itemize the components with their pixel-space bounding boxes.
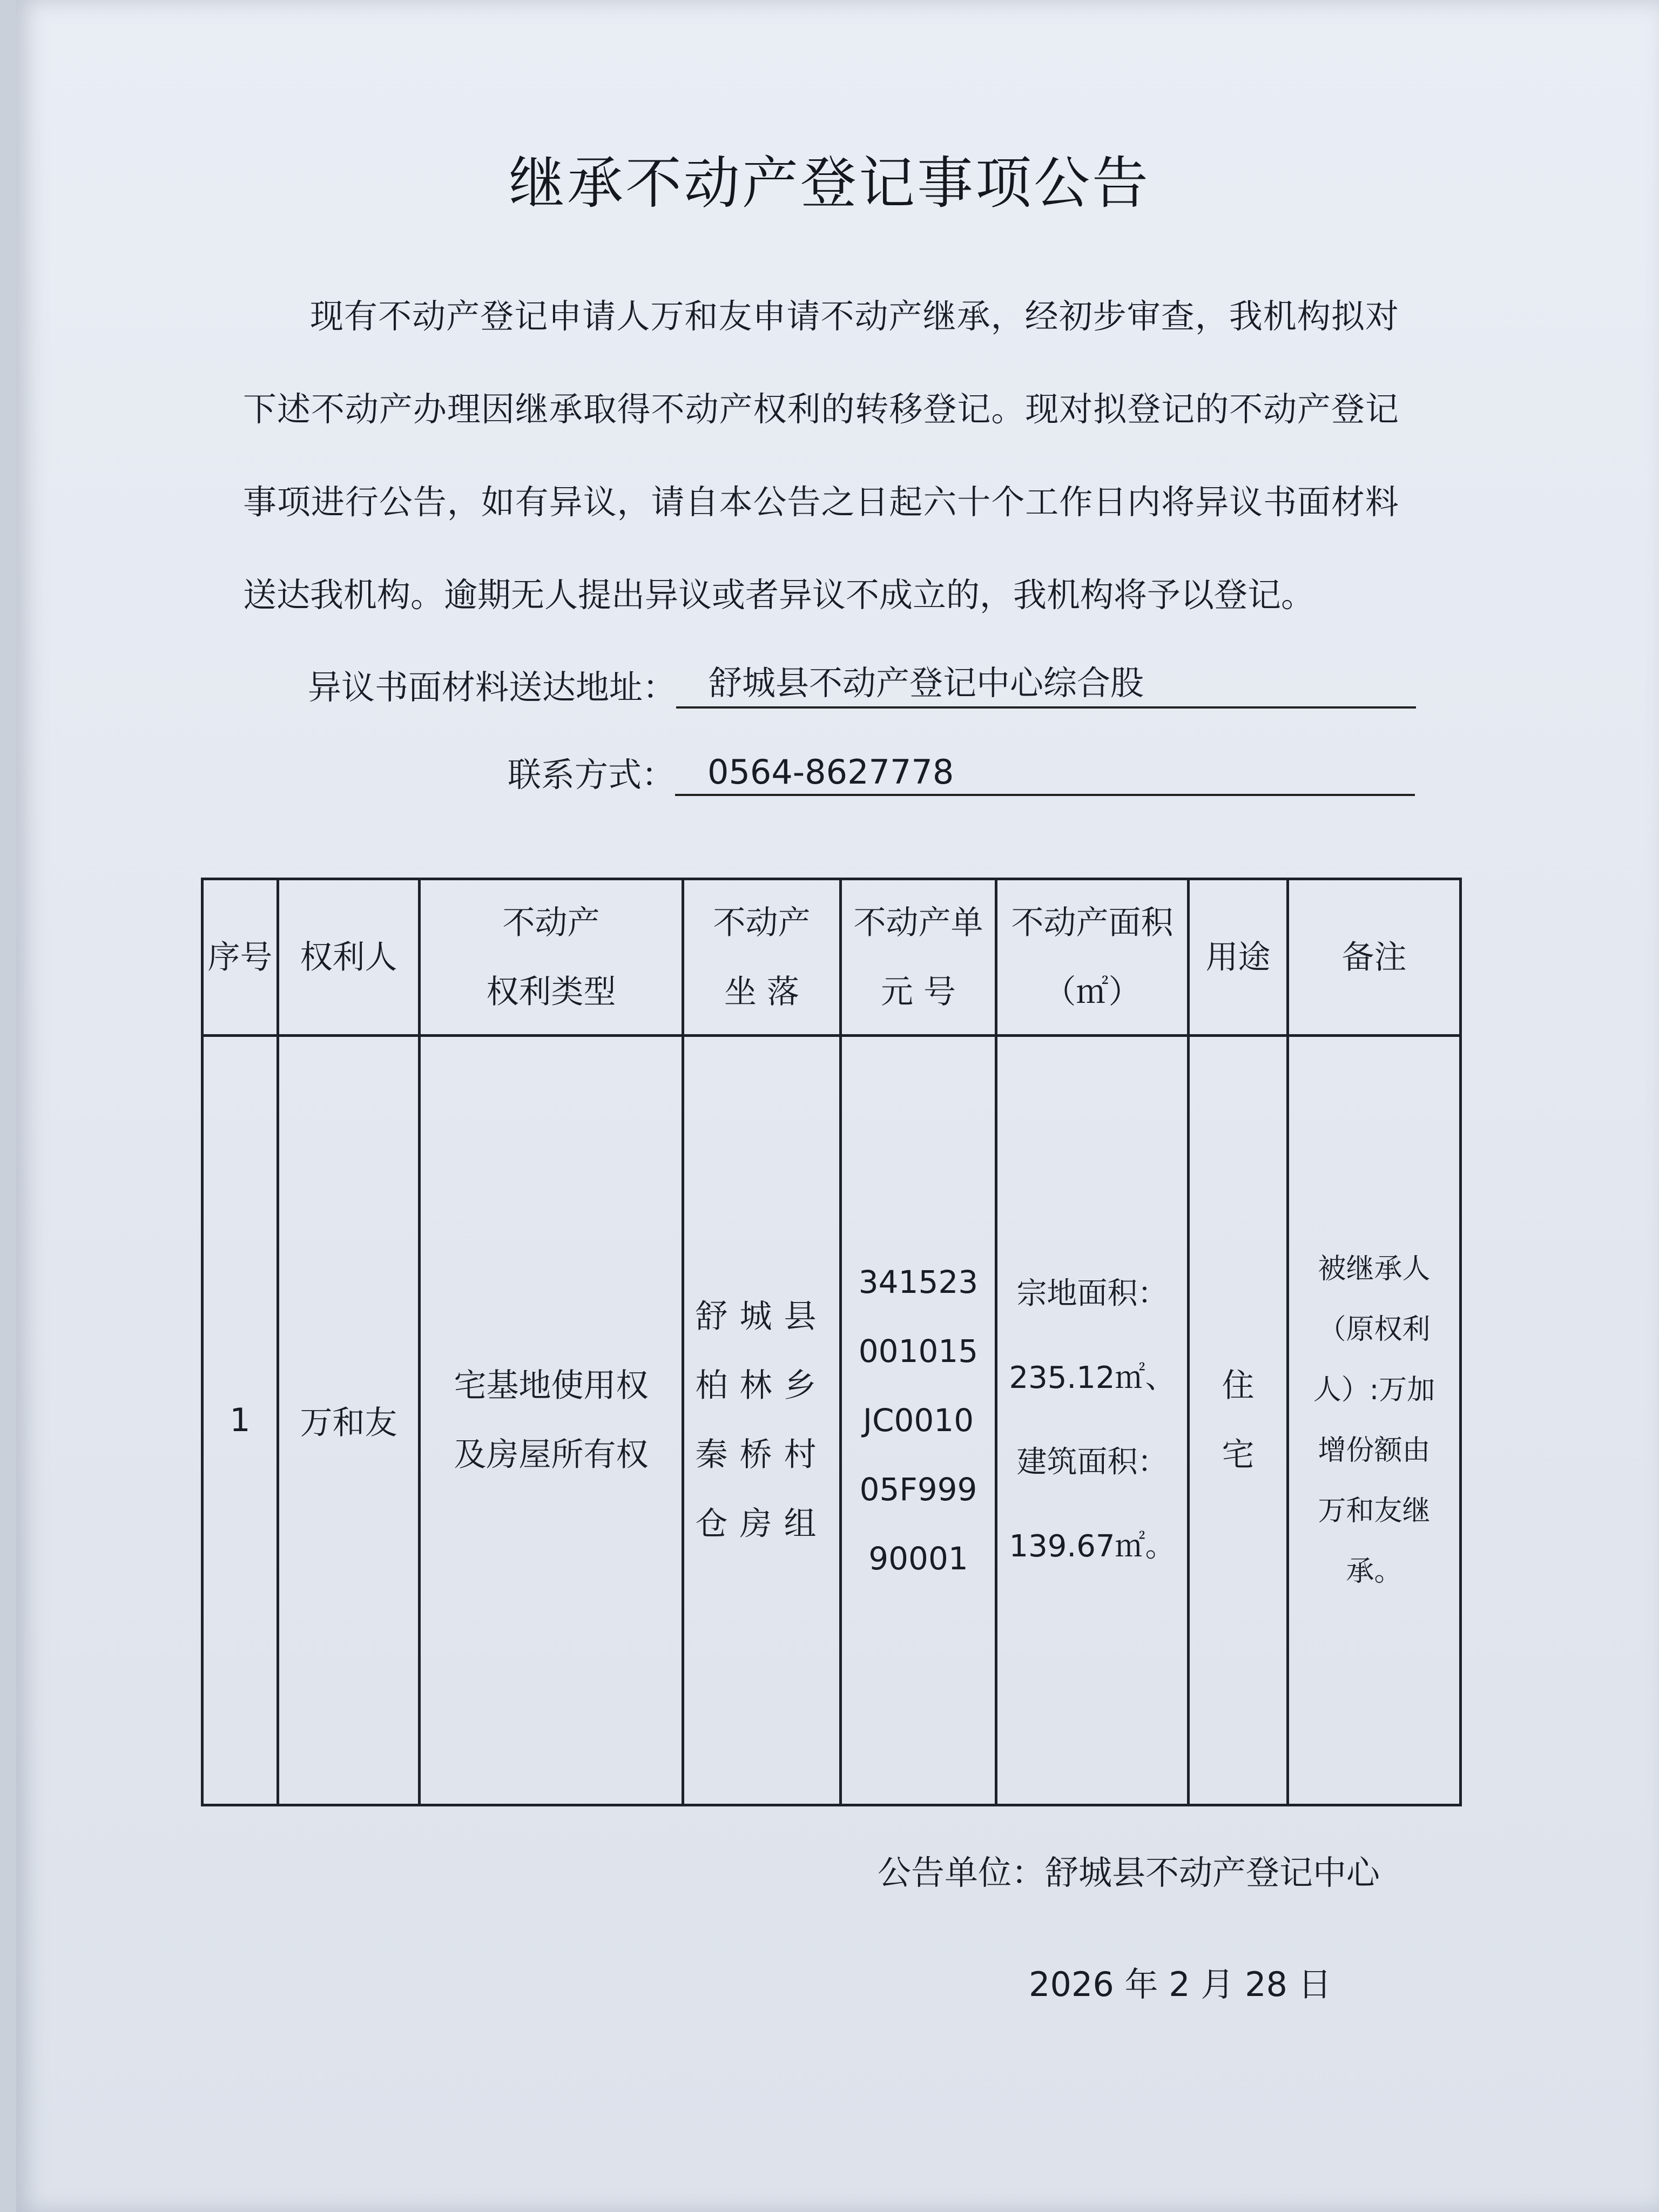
cell-usage-line2: 宅 [1222, 1436, 1255, 1474]
header-seq: 序号 [203, 879, 278, 1036]
cell-area-line1: 宗地面积： [1016, 1276, 1168, 1311]
header-right-type-line2: 权利类型 [486, 973, 616, 1011]
cell-right-type [420, 1036, 683, 1805]
issue-date: 2026 年 2 月 28 日 [1029, 1965, 1332, 2004]
cell-area-line4: 139.67㎡。 [1009, 1529, 1176, 1564]
issuer: 公告单位：舒城县不动产登记中心 [878, 1853, 1380, 1892]
cell-area-line2: 235.12㎡、 [1009, 1360, 1176, 1395]
header-remarks: 备注 [1288, 879, 1461, 1036]
property-table [201, 878, 1462, 1806]
header-area-line1: 不动产面积 [1011, 903, 1174, 942]
contact-label: 联系方式： [508, 755, 676, 794]
cell-usage [1189, 1036, 1288, 1805]
cell-right-type-line1: 宅基地使用权 [454, 1367, 649, 1405]
cell-holder: 万和友 [278, 1036, 420, 1805]
header-unit-no-line1: 不动产单 [853, 903, 983, 942]
notice-body: 现有不动产登记申请人万和友申请不动产继承，经初步审查，我机构拟对下述不动产办理因继承取得不动产权利的转移登记。现对拟登记的不动产登记事项进行公告，如有异议，请自本公告之日起六十个工作日内将异议书面材料送达我机构。逾期无人提出异议或者异议不成立的，我机构将予以登记。 [243, 296, 1399, 615]
contact-value: 0564-8627778 [675, 752, 1415, 796]
cell-area-line3: 建筑面积： [1016, 1445, 1168, 1480]
cell-remarks-line3: 人）:万加 [1313, 1374, 1435, 1406]
header-area [996, 879, 1189, 1036]
header-unit-no-line2: 元 号 [880, 973, 956, 1011]
table-row [203, 1036, 1461, 1805]
cell-location [683, 1036, 841, 1805]
cell-remarks-line6: 承。 [1346, 1555, 1402, 1588]
cell-unit-no [841, 1036, 996, 1805]
objection-address-row [308, 656, 1416, 709]
header-unit-no [841, 879, 996, 1036]
cell-unit-no-line4: 05F999 [859, 1471, 977, 1508]
objection-address-label: 异议书面材料送达地址： [308, 667, 677, 707]
contact-row [508, 748, 1415, 796]
cell-remarks-line1: 被继承人 [1318, 1253, 1431, 1285]
cell-unit-no-line2: 001015 [858, 1333, 979, 1370]
cell-remarks-line2: （原权利 [1318, 1313, 1431, 1346]
cell-unit-no-line5: 90001 [868, 1540, 968, 1577]
cell-area [996, 1036, 1189, 1805]
cell-remarks-line4: 增份额由 [1318, 1434, 1431, 1467]
header-usage: 用途 [1189, 879, 1288, 1036]
table-header-row [203, 879, 1461, 1036]
cell-unit-no-line3: JC0010 [862, 1402, 974, 1439]
cell-remarks-line5: 万和友继 [1318, 1495, 1431, 1527]
header-location-line1: 不动产 [713, 903, 811, 942]
header-right-type-line1: 不动产 [502, 903, 600, 942]
header-area-line2: （㎡） [1043, 973, 1141, 1011]
cell-location-line3: 秦桥村 [695, 1436, 828, 1474]
header-location-line2: 坐 落 [724, 973, 800, 1011]
cell-seq: 1 [203, 1036, 278, 1805]
cell-unit-no-line1: 341523 [858, 1264, 979, 1300]
cell-location-line2: 柏林乡 [695, 1367, 828, 1405]
cell-right-type-line2: 及房屋所有权 [454, 1436, 649, 1474]
header-holder: 权利人 [278, 879, 420, 1036]
objection-address-value: 舒城县不动产登记中心综合股 [676, 656, 1416, 709]
cell-location-line1: 舒城县 [695, 1298, 828, 1336]
header-right-type [420, 879, 683, 1036]
cell-remarks [1288, 1036, 1461, 1805]
header-location [683, 879, 841, 1036]
notice-title: 继承不动产登记事项公告 [508, 150, 1150, 216]
cell-location-line4: 仓房组 [695, 1505, 828, 1543]
cell-usage-line1: 住 [1222, 1367, 1255, 1405]
